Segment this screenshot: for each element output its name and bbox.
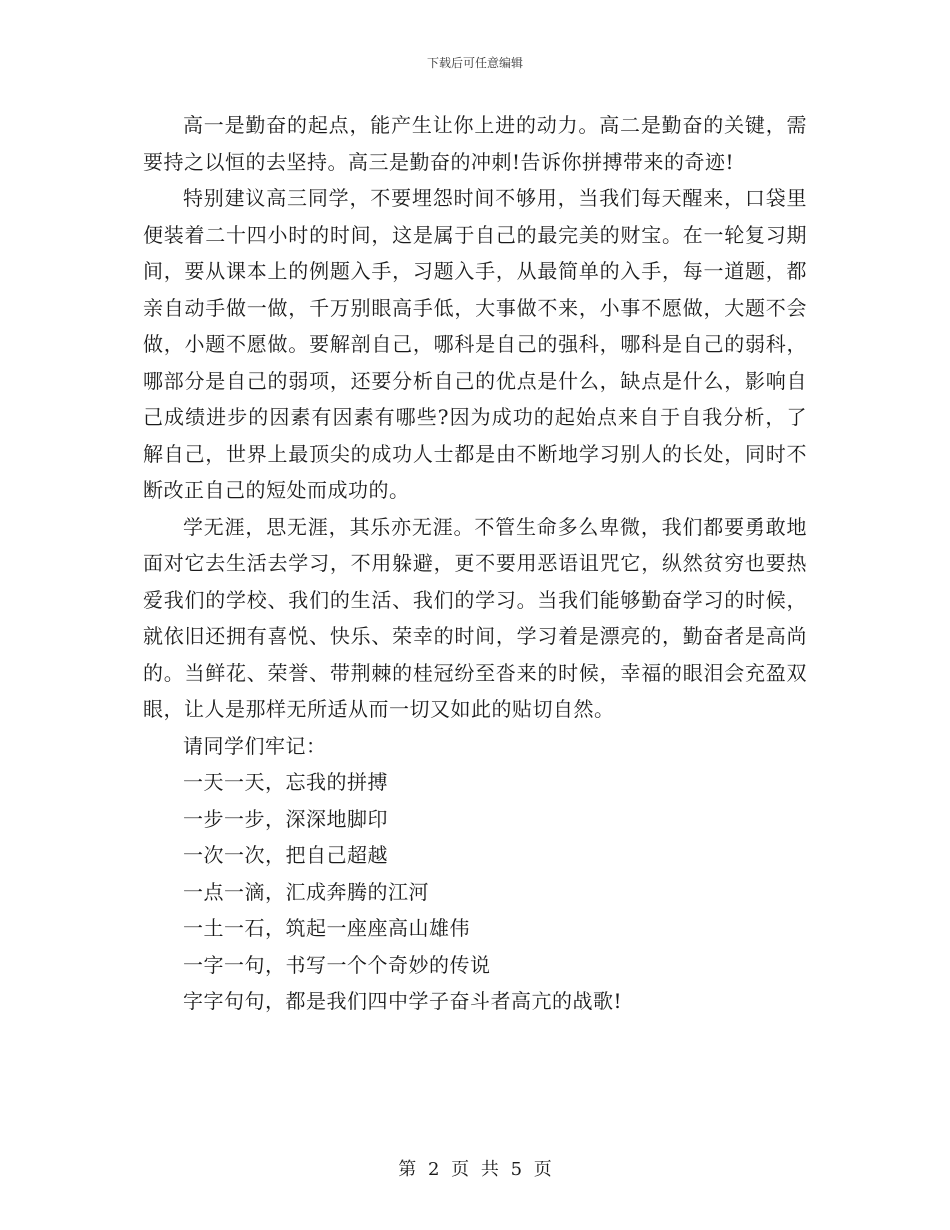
paragraph-learning: 学无涯，思无涯，其乐亦无涯。不管生命多么卑微，我们都要勇敢地面对它去生活去学习，不用躲避，更不要用恶语诅咒它，纵然贫穷也要热爱我们的学校、我们的生活、我们的学习。当我们能够勤奋学习的时候，就依旧还拥有喜悦、快乐、荣幸的时间，学习着是漂亮的，勤奋者是高尚的。当鲜花、荣誉、带荆棘的桂冠纷至沓来的时候，幸福的眼泪会充盈双眼，让人是那样无所适从而一切又如此的贴切自然。 [143, 514, 807, 721]
motto-line: 一次一次，把自己超越 [183, 843, 388, 867]
motto-line: 一字一句，书写一个个奇妙的传说 [183, 952, 491, 977]
motto-line: 一天一天，忘我的拼搏 [183, 770, 388, 794]
motto-line: 字字句句，都是我们四中学子奋斗者高亢的战歌! [183, 989, 623, 1013]
paragraph-advice: 特别建议高三同学，不要埋怨时间不够用，当我们每天醒来，口袋里便装着二十四小时的时间，这是属于自己的最完美的财宝。在一轮复习期间，要从课本上的例题入手，习题入手，从最简单的入手，每一道题，都亲自动手做一做，千万别眼高手低，大事做不来，小事不愿做，大题不会做，小题不愿做。要解剖自己，哪科是自己的强科，哪科是自己的弱科，哪部分是自己的弱项，还要分析自己的优点是什么，缺点是什么，影响自己成绩进步的因素有因素有哪些?因为成功的起始点来自于自我分析，了解自己，世界上最顶尖的成功人士都是由不断地学习别人的长处，同时不断改正自己的短处而成功的。 [143, 186, 807, 502]
page-number: 第 2 页 共 5 页 [398, 1159, 552, 1180]
header-note: 下载后可任意编辑 [426, 56, 523, 70]
paragraph-diligence: 高一是勤奋的起点，能产生让你上进的动力。高二是勤奋的关键，需要持之以恒的去坚持。高三是勤奋的冲刺!告诉你拼搏带来的奇迹! [143, 113, 807, 174]
document-body [143, 107, 807, 1020]
motto-line: 一土一石，筑起一座座高山雄伟 [183, 916, 470, 940]
motto-line: 一点一滴，汇成奔腾的江河 [183, 879, 429, 904]
motto-intro: 请同学们牢记： [183, 733, 327, 758]
motto-line: 一步一步，深深地脚印 [183, 806, 388, 831]
